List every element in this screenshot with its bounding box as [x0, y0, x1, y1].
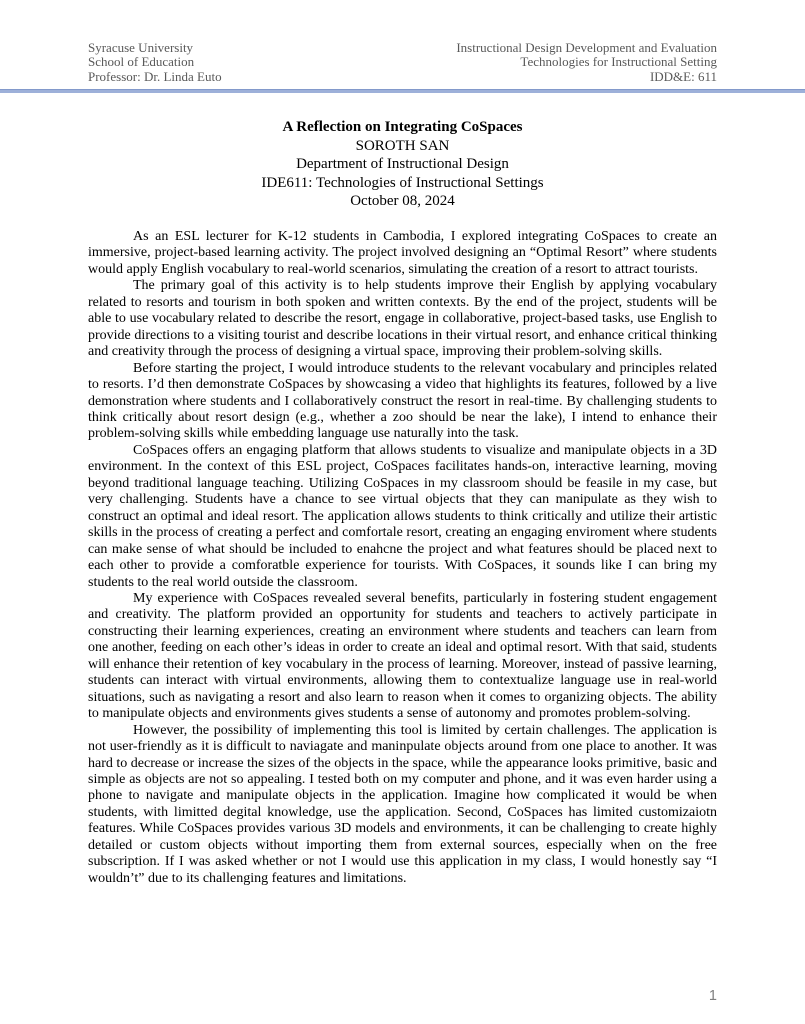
body-paragraph: As an ESL lecturer for K-12 students in Cambodia, I explored integrating CoSpaces to create an immersive, project-based learning activity. The project involved designing an “Optimal Resort” where students would apply English vocabulary to real-world scenarios, simulating the creation of a resort to attract tourists.: [88, 229, 717, 277]
course-line: IDE611: Technologies of Instructional Settings: [261, 174, 544, 191]
header-right-block: [456, 41, 717, 84]
department-line: Department of Instructional Design: [296, 156, 509, 173]
header-course-code: IDD&E: 611: [649, 68, 717, 84]
date-line: October 08, 2024: [350, 193, 455, 210]
body-paragraph: My experience with CoSpaces revealed several benefits, particularly in fostering student engagement and creativity. The platform provided an opportunity for students and teachers to actively participate in constructing their learning experiences, creating an environment where students and teachers can learn from one another, feeding on each other’s ideas in order to create an ideal and optimal resort. With that said, students will enhance their retention of key vocabulary in the process of learning. Moreover, instead of passive learning, students can interact with virtual environments, allowing them to contextualize language use in real-world situations, such as navigating a resort and also learn to reason when it comes to organizing objects. The ability to manipulate objects and environments gives students a sense of autonomy and promotes problem-solving.: [88, 590, 717, 722]
body-paragraph: However, the possibility of implementing this tool is limited by certain challenges. The application is not user-friendly as it is difficult to naviagate and maninpulate objects around from one place to another. It was hard to decrease or increase the sizes of the objects in the space, while the appearance looks primitive, basic and simple as objects are not so appealing. I tested both on my computer and phone, and it was even harder using a phone to navigate and manipulate objects in the application. Imagine how complicated it would be when students, with limitted degital knowledge, use the application. Second, CoSpaces has limited customizaiotn features. While CoSpaces provides various 3D models and environments, it can be challenging to create highly detailed or custom objects without importing them from external sources, especially when on the free subscription. If I was asked whether or not I would use this application in my class, I would honestly say “I wouldn’t” due to its challenging features and limitations.: [88, 722, 717, 886]
header-institution: Syracuse University: [88, 40, 194, 55]
header-professor: Professor: Dr. Linda Euto: [88, 68, 222, 84]
header-course-name: Technologies for Instructional Setting: [520, 54, 717, 70]
body-paragraph: Before starting the project, I would introduce students to the relevant vocabulary and principles related to resorts. I’d then demonstrate CoSpaces by showcasing a video that highlights its features, followed by a live demonstration where students and I collaboratively construct the resort in real-time. By challenging students to think critically about resort design (e.g., whether a zoo should be near the lake), I intend to enhance their problem-solving skills while embedding language use naturally into the task.: [88, 360, 717, 442]
document-title: A Reflection on Integrating CoSpaces: [282, 119, 523, 135]
document-body: [88, 229, 717, 887]
page-header: [88, 41, 717, 84]
body-paragraph: CoSpaces offers an engaging platform that allows students to visualize and manipulate objects in a 3D environment. In the context of this ESL project, CoSpaces facilitates hands-on, interactive learning, moving beyond traditional language teaching. Utilizing CoSpaces in my classroom should be feasile in my case, but very challenging. Students have a chance to see virtual objects that they can manipulate as they wish to construct an optimal and ideal resort. The application allows students to think critically and utilize their artistic skills in the process of creating a perfect and comfortale resort, creating an engaging enviroment where students can make sense of what should be included to enahcne the project and what features should be placed next to each other to provide a comforatble experience for tourists. With CoSpaces, it sounds like I can bring my students to the real world outside the classroom.: [88, 442, 717, 590]
header-program: Instructional Design Development and Evaluation: [456, 40, 717, 55]
header-school: School of Education: [88, 54, 195, 70]
header-divider-rule: [0, 89, 805, 93]
body-paragraph: The primary goal of this activity is to help students improve their English by applying vocabulary related to resorts and tourism in both spoken and written contexts. By the end of the project, students will be able to use vocabulary related to describe the resort, engage in collaborative, project-based tasks, use English to provide directions to a visiting tourist and describe locations in their virtual resort, and enhance critical thinking and creativity through the process of designing a virtual space, improving their problem-solving skills.: [88, 278, 717, 360]
page-number: 1: [708, 988, 717, 1004]
title-block: [88, 118, 717, 211]
header-left-block: [88, 41, 222, 84]
author-name: SOROTH SAN: [355, 137, 450, 154]
